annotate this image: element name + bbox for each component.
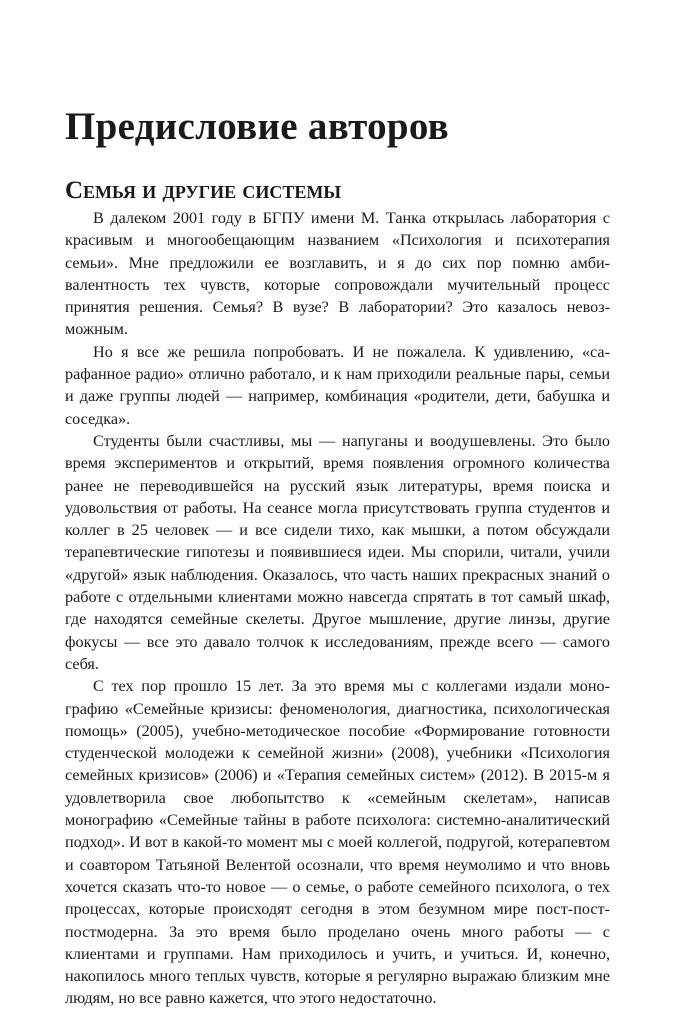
paragraph: С тех пор прошло 15 лет. За это время мы с коллегами издали монографию «Семейные кризисы: феноменология, диагностика, психологическая помощь» (2005), учебно-методическое пособие «Формирование готовности студенческой молодежи к семейной жизни» (2008), учебники «Психология семейных кризисов» (2006) и «Терапия семейных систем» (2012). В 2015-м я удовлетворила свое любопытство к «семейным скелетам», написав монографию «Семейные тайны в работе психолога: системно-аналитический подход». И вот в какой-то момент мы с моей коллегой, подругой, котерапевтом и соавтором Татьяной Велентой осознали, что время неумолимо и что вновь хочется сказать что-то новое — о семье, о работе семейного психолога, о тех процессах, которые происходят сегодня в этом безумном мире пост-пост-постмодерна. За это время было проделано очень много работы — с клиентами и группами. Нам приходилось и учить, и учиться. И, конечно, накопилось много теплых чувств, которые я регулярно выражаю близким мне людям, но все равно кажется, что этого недостаточно.	[65, 677, 610, 1008]
paragraph: В далеком 2001 году в БГПУ имени М. Танка открылась лаборатория с красивым и многообещающим названием «Психология и психотерапия семьи». Мне предложили ее возглавить, и я до сих пор помню амбивалентность тех чувств, которые сопровождали мучительный процесс принятия решения. Семья? В вузе? В лаборатории? Это казалось невозможным.	[65, 209, 610, 339]
section-heading: Семья и другие системы	[65, 177, 342, 204]
paragraph: Но я все же решила попробовать. И не пожалела. К удивлению, «сарафанное радио» отлично работало, и к нам приходили реальные пары, семьи и даже группы людей — например, комбинация «родители, дети, бабушка и соседка».	[65, 342, 610, 428]
paragraph: Студенты были счастливы, мы — напуганы и воодушевлены. Это было время экспериментов и открытий, время появления огромного количества ранее не переводившейся на русский язык литературы, время поиска и удовольствия от работы. На сеансе могла присутствовать группа студентов и коллег в 25 человек — и все сидели тихо, как мышки, а потом обсуждали терапевтические гипотезы и появившиеся идеи. Мы спорили, читали, учили «другой» язык наблюдения. Оказалось, что часть наших прекрасных знаний о работе с отдельными клиентами можно навсегда спрятать в тот самый шкаф, где находятся семейные скелеты. Другое мышление, другие линзы, другие фокусы — все это давало толчок к исследованиям, прежде всего — самого себя.	[65, 431, 610, 673]
page-title: Предисловие авторов	[65, 105, 450, 148]
section-body	[65, 207, 610, 1010]
